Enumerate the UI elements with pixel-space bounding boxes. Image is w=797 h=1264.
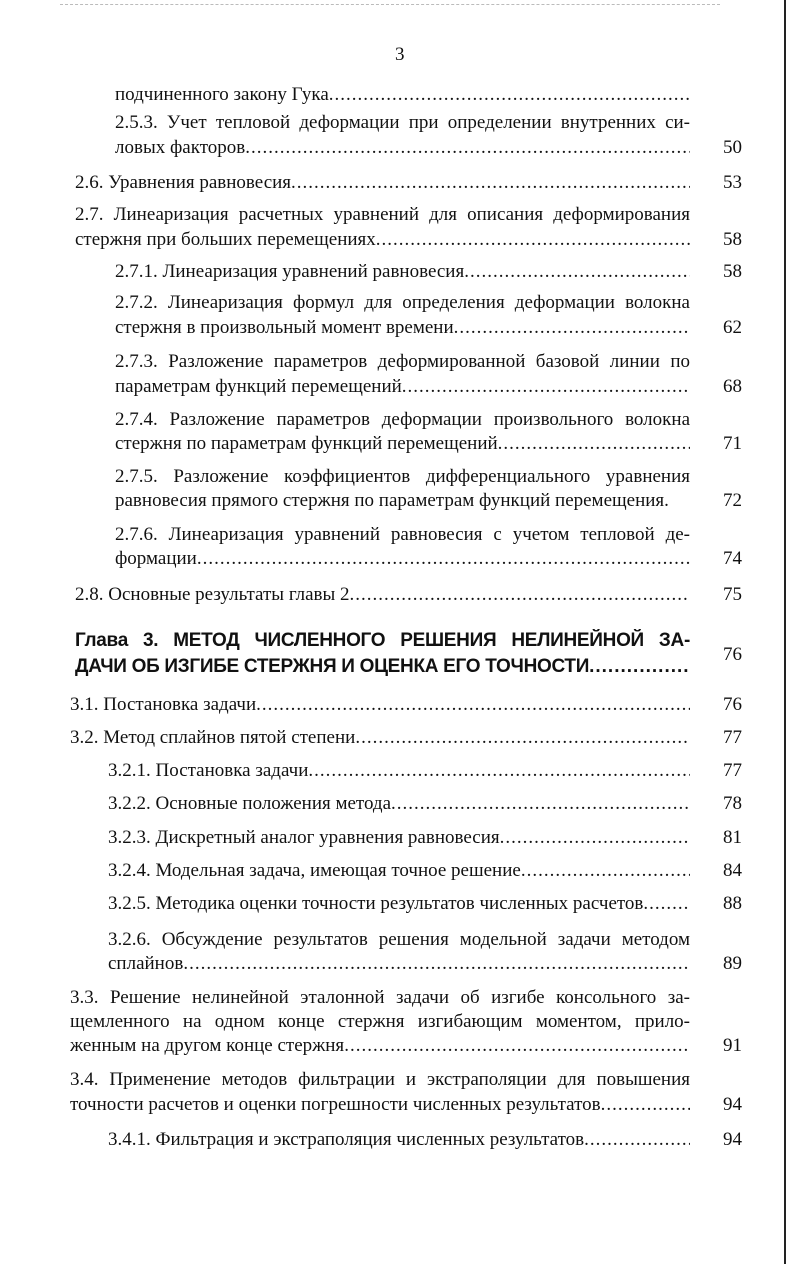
toc-entry-line: [115, 375, 690, 399]
toc-page-number: 58: [723, 229, 742, 250]
dot-leader: [329, 83, 690, 107]
toc-entry-text: 3.2.4. Модельная задача, имеющая точное решение: [108, 860, 521, 881]
dot-leader: [291, 171, 690, 195]
toc-entry-line: [70, 1068, 690, 1092]
toc-entry-text: 3.4.1. Фильтрация и экстраполяция численных результатов: [108, 1129, 585, 1150]
toc-page-number: 72: [723, 490, 742, 511]
toc-page-number: 76: [723, 644, 742, 665]
toc-entry-line: [115, 111, 690, 135]
toc-entry-line: [115, 408, 690, 432]
dot-leader: [355, 726, 690, 750]
toc-page-number: 94: [723, 1094, 742, 1115]
toc-entry-line: [75, 655, 690, 679]
toc-entry-line: [75, 583, 690, 607]
toc-page-number: 88: [723, 893, 742, 914]
toc-entry-text: 2.7. Линеаризация расчетных уравнений для описания деформирования: [75, 204, 690, 225]
toc-entry-line: [108, 759, 690, 783]
toc-entry-text: формации: [115, 548, 197, 569]
toc-entry-text: 3.1. Постановка задачи: [70, 694, 257, 715]
toc-page-number: 94: [723, 1129, 742, 1150]
dot-leader: [601, 1093, 690, 1117]
toc-entry-text: равновесия прямого стержня по параметрам функций перемещения.: [115, 490, 669, 511]
toc-entry-text: 3.2.6. Обсуждение результатов решения модельной задачи методом: [108, 929, 690, 950]
toc-entry-line: [70, 693, 690, 717]
toc-entry-line: [115, 291, 690, 315]
toc-entry-text: 3.2.1. Постановка задачи: [108, 760, 309, 781]
dot-leader: [245, 136, 690, 160]
toc-entry-text: 3.3. Решение нелинейной эталонной задачи об изгибе консольного за-: [70, 987, 690, 1008]
scan-edge: [60, 4, 720, 5]
toc-entry-text: 2.7.5. Разложение коэффициентов дифференциального уравнения: [115, 466, 690, 487]
dot-leader: [454, 316, 690, 340]
dot-leader: [391, 792, 690, 816]
toc-page-number: 71: [723, 433, 742, 454]
toc-entry-line: [70, 726, 690, 750]
dot-leader: [256, 693, 690, 717]
toc-entry-line: [108, 792, 690, 816]
toc-page-number: 75: [723, 584, 742, 605]
toc-entry-line: [108, 826, 690, 850]
toc-entry-line: [70, 986, 690, 1010]
toc-entry-text: женным на другом конце стержня: [70, 1035, 345, 1056]
toc-entry-text: Глава 3. МЕТОД ЧИСЛЕННОГО РЕШЕНИЯ НЕЛИНЕЙНОЙ ЗА-: [75, 630, 690, 651]
toc-entry-line: [108, 952, 690, 976]
toc-entry-text: стержня по параметрам функций перемещений: [115, 433, 498, 454]
toc-page-number: 74: [723, 548, 742, 569]
toc-page-number: 62: [723, 317, 742, 338]
toc-entry-line: [75, 228, 690, 252]
dot-leader: [350, 583, 690, 607]
toc-entry-text: ловых факторов: [115, 137, 246, 158]
toc-page-number: 84: [723, 860, 742, 881]
toc-entry-line: [115, 350, 690, 374]
toc-entry-line: [115, 547, 690, 571]
dot-leader: [197, 547, 690, 571]
toc-entry-text: параметрам функций перемещений: [115, 376, 402, 397]
toc-entry-line: [70, 1093, 690, 1117]
toc-entry-text: точности расчетов и оценки погрешности численных результатов: [70, 1094, 601, 1115]
toc-page-number: 89: [723, 953, 742, 974]
toc-page-number: 53: [723, 172, 742, 193]
toc-entry-line: [115, 260, 690, 284]
dot-leader: [584, 1128, 690, 1152]
toc-page-number: 50: [723, 137, 742, 158]
toc-entry-text: 2.7.4. Разложение параметров деформации произвольного волокна: [115, 409, 690, 430]
toc-entry-line: [108, 892, 690, 916]
toc-entry-text: 2.7.3. Разложение параметров деформированной базовой линии по: [115, 351, 690, 372]
toc-entry-text: стержня в произвольный момент времени: [115, 317, 454, 338]
page-number: 3: [395, 44, 405, 65]
toc-entry-text: 2.7.2. Линеаризация формул для определения деформации волокна: [115, 292, 690, 313]
toc-page-number: 58: [723, 261, 742, 282]
toc-page-number: 77: [723, 727, 742, 748]
toc-entry-line: [115, 83, 690, 107]
toc-entry-line: [115, 523, 690, 547]
toc-entry-line: [75, 171, 690, 195]
dot-leader: [643, 892, 690, 916]
toc-entry-text: 3.2.3. Дискретный аналог уравнения равновесия: [108, 827, 500, 848]
dot-leader: [402, 375, 690, 399]
dot-leader: [464, 260, 690, 284]
toc-entry-text: 3.4. Применение методов фильтрации и экстраполяции для повышения: [70, 1069, 690, 1090]
toc-page-number: 91: [723, 1035, 742, 1056]
toc-entry-line: [108, 859, 690, 883]
toc-entry-line: [115, 465, 690, 489]
toc-entry-text: ДАЧИ ОБ ИЗГИБЕ СТЕРЖНЯ И ОЦЕНКА ЕГО ТОЧНОСТИ: [75, 656, 590, 677]
toc-entry-line: [115, 136, 690, 160]
toc-entry-text: 2.7.6. Линеаризация уравнений равновесия с учетом тепловой де-: [115, 524, 690, 545]
dot-leader: [344, 1034, 690, 1058]
dot-leader: [376, 228, 690, 252]
toc-entry-text: 2.5.3. Учет тепловой деформации при определении внутренних си-: [115, 112, 690, 133]
toc-entry-line: [70, 1034, 690, 1058]
dot-leader: [521, 859, 690, 883]
toc-entry-line: [108, 928, 690, 952]
toc-entry-line: [70, 1010, 690, 1034]
dot-leader: [183, 952, 690, 976]
toc-entry-line: [115, 316, 690, 340]
toc-page-number: 78: [723, 793, 742, 814]
dot-leader: [498, 432, 690, 456]
toc-page-number: 81: [723, 827, 742, 848]
toc-entry-text: стержня при больших перемещениях: [75, 229, 376, 250]
toc-entry-text: 2.7.1. Линеаризация уравнений равновесия: [115, 261, 465, 282]
toc-entry-text: 3.2. Метод сплайнов пятой степени: [70, 727, 356, 748]
toc-entry-text: 2.8. Основные результаты главы 2: [75, 584, 350, 605]
toc-entry-text: 2.6. Уравнения равновесия: [75, 172, 292, 193]
toc-entry-text: 3.2.5. Методика оценки точности результатов численных расчетов: [108, 893, 644, 914]
toc-entry-line: [75, 629, 690, 653]
toc-entry-line: [115, 489, 712, 513]
toc-entry-line: [115, 432, 690, 456]
toc-page-number: 68: [723, 376, 742, 397]
toc-page-number: 76: [723, 694, 742, 715]
toc-entry-text: 3.2.2. Основные положения метода: [108, 793, 392, 814]
page-border: [784, 0, 786, 1264]
toc-entry-text: сплайнов: [108, 953, 184, 974]
toc-entry-text: щемленного на одном конце стержня изгибающим моментом, прило-: [70, 1011, 690, 1032]
toc-entry-text: подчиненного закону Гука: [115, 84, 329, 105]
dot-leader: [589, 655, 690, 679]
toc-entry-line: [108, 1128, 690, 1152]
toc-entry-line: [75, 203, 690, 227]
dot-leader: [308, 759, 690, 783]
dot-leader: [500, 826, 690, 850]
toc-page-number: 77: [723, 760, 742, 781]
